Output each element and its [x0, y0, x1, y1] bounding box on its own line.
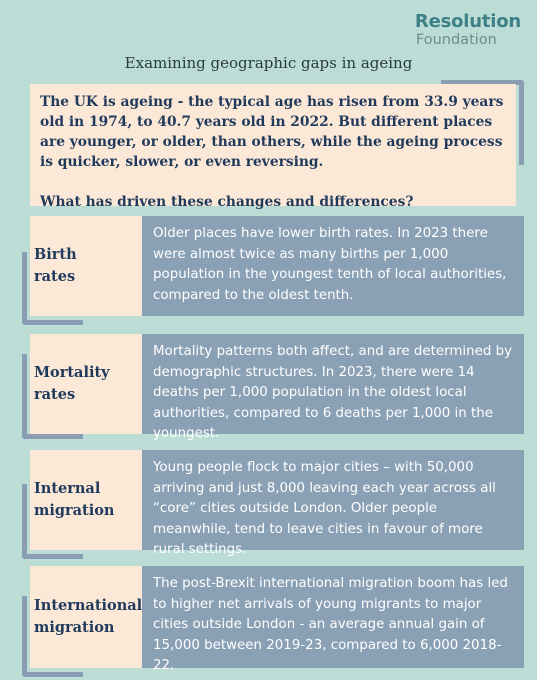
factor-label-line: Birth	[34, 246, 77, 263]
factor-description: The post-Brexit international migration boom has led to higher net arrivals of young migrants to major cities outside London - an average annual gain of 15,000 between 2019-23, compared to 6,000 2018-22.	[142, 566, 524, 668]
factor-label-line: rates	[34, 386, 76, 403]
logo-line-1: Resolution	[414, 11, 521, 32]
resolution-foundation-logo	[415, 12, 521, 48]
factor-row-mortality-rates	[22, 334, 524, 441]
factor-label-line: Internal	[34, 480, 101, 497]
intro-panel	[30, 84, 524, 210]
factor-label	[30, 216, 156, 316]
factor-label	[30, 566, 156, 668]
intro-box	[30, 84, 516, 210]
factor-row-internal-migration	[22, 450, 524, 557]
factor-description: Mortality patterns both affect, and are determined by demographic structures. In 2023, there were 14 deaths per 1,000 population in the oldest local authorities, compared to 6 deaths per 1,000 in the youngest.	[142, 334, 524, 434]
factor-label	[30, 334, 156, 434]
factor-label-line: migration	[34, 619, 115, 636]
intro-paragraph: The UK is ageing - the typical age has risen from 33.9 years old in 1974, to 40.7 years old in 2022. But different places are younger, or older, than others, while the ageing process is quicker, slower, or even reversing.	[40, 94, 504, 170]
factor-label-line: rates	[34, 268, 76, 285]
page-title: Examining geographic gaps in ageing	[124, 54, 413, 72]
logo-line-2: Foundation	[415, 32, 497, 48]
intro-question: What has driven these changes and differences?	[40, 194, 414, 210]
factor-label-line: migration	[34, 502, 115, 519]
factor-label-line: Mortality	[34, 364, 110, 381]
factor-description: Young people flock to major cities – with 50,000 arriving and just 8,000 leaving each year across all “core” cities outside London. Older people meanwhile, tend to leave cities in favour of more rural settings.	[142, 450, 524, 550]
factor-description: Older places have lower birth rates. In 2023 there were almost twice as many births per 1,000 population in the youngest tenth of local authorities, compared to the oldest tenth.	[142, 216, 524, 316]
factor-label	[30, 450, 156, 550]
factor-row-international-migration	[22, 566, 524, 673]
factor-label-line: International	[34, 597, 143, 614]
factor-row-birth-rates	[22, 216, 524, 316]
